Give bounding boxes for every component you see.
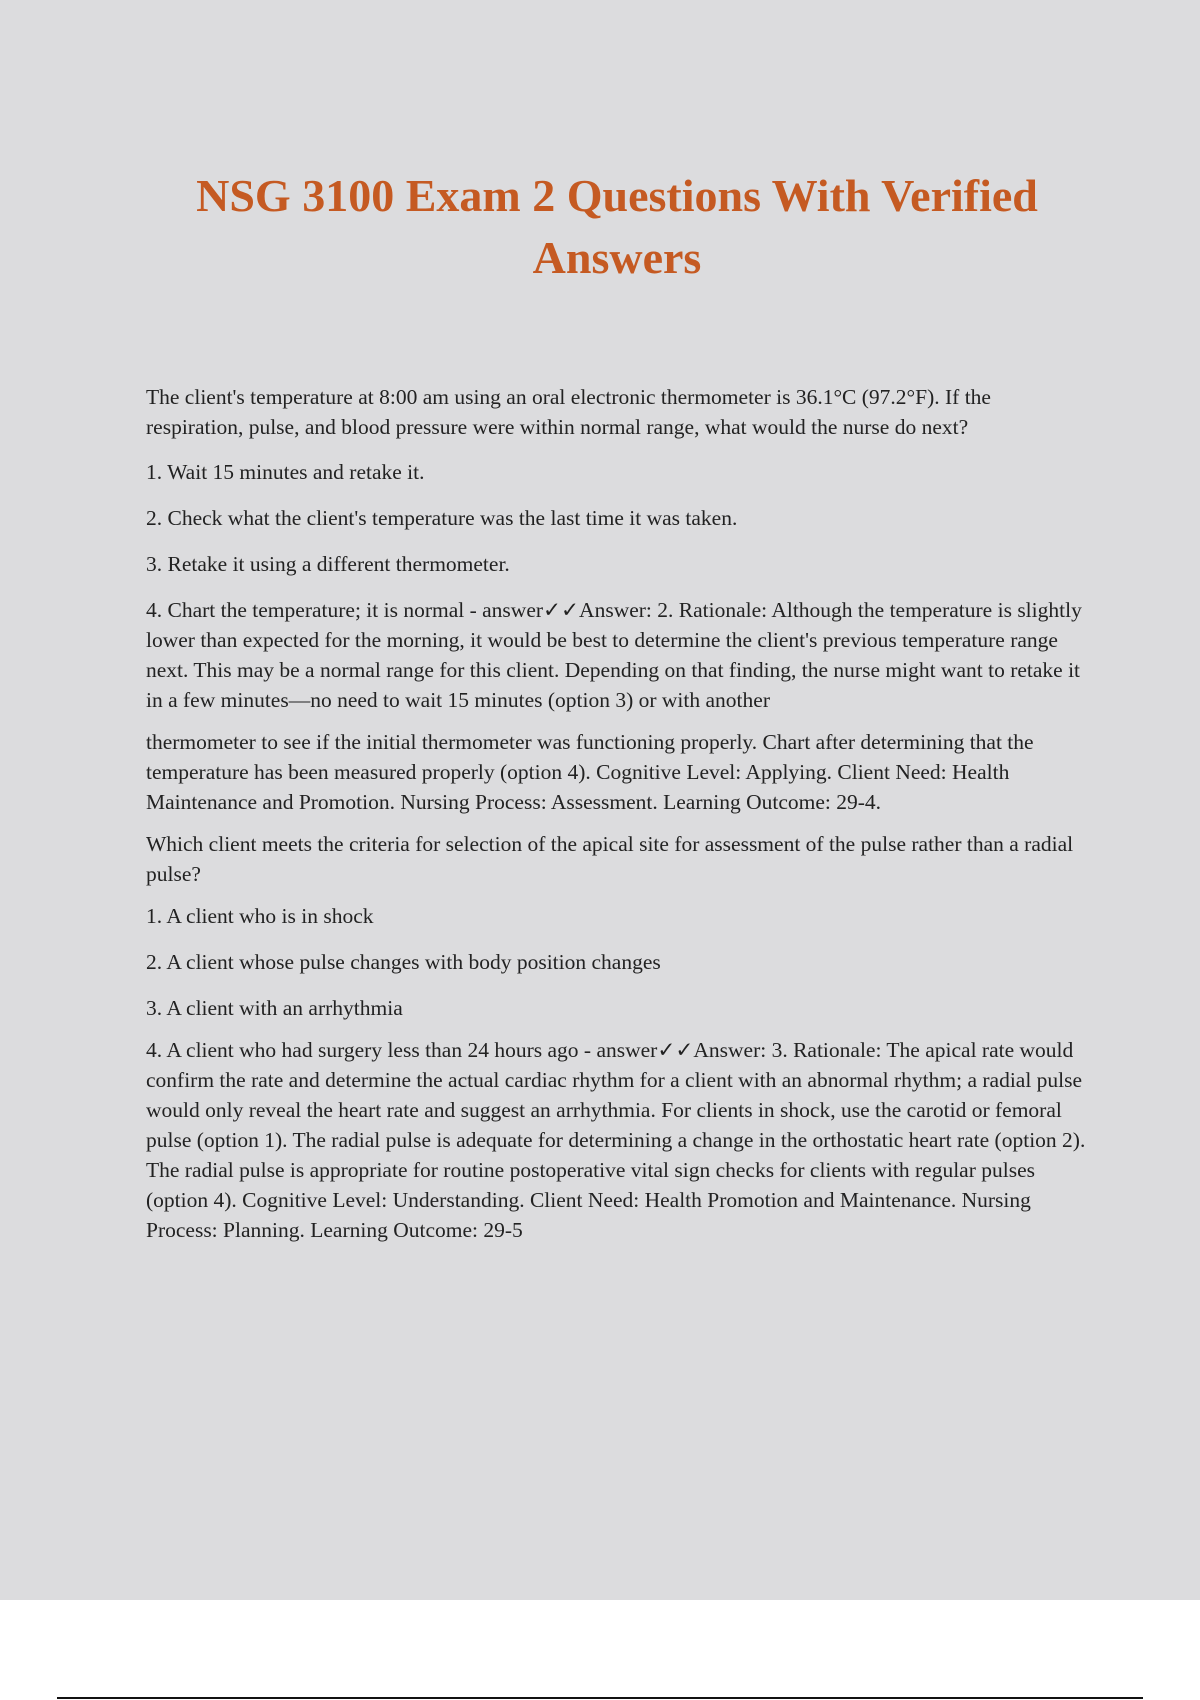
question-1-option-3: 3. Retake it using a different thermometer. (146, 552, 510, 576)
question-1-stem: The client's temperature at 8:00 am using an oral electronic thermometer is 36.1°C (97.2°F). If the respiration, pulse, and blood pressure were within normal range, what would the nurse do next? (146, 385, 991, 439)
question-1-answer-continuation: thermometer to see if the initial thermometer was functioning properly. Chart after determining that the temperature has been measured properly (option 4). Cognitive Level: Applying. Client Need: Health Maintenance and Promotion. Nursing Process: Assessment. Learning Outcome: 29-4. (146, 730, 1034, 814)
question-2-option-2: 2. A client whose pulse changes with body position changes (146, 950, 661, 974)
footer-divider (57, 1697, 1143, 1699)
document-body (146, 382, 1090, 1245)
question-2-stem: Which client meets the criteria for selection of the apical site for assessment of the pulse rather than a radial pulse? (146, 832, 1074, 886)
question-2-option-3: 3. A client with an arrhythmia (146, 996, 403, 1020)
question-2-option-1: 1. A client who is in shock (146, 904, 374, 928)
question-1-option-2: 2. Check what the client's temperature was the last time it was taken. (146, 506, 738, 530)
question-1-option-1: 1. Wait 15 minutes and retake it. (146, 460, 425, 484)
document-title: NSG 3100 Exam 2 Questions With Verified Answers (196, 170, 1038, 283)
question-2-option-4-answer: 4. A client who had surgery less than 24 hours ago - answer✓✓Answer: 3. Rationale: The apical rate would confirm the rate and determine the actual cardiac rhythm for a client with an abnormal rhythm; a radial pulse would only reveal the heart rate and suggest an arrhythmia. For clients in shock, use the carotid or femoral pulse (option 1). The radial pulse is adequate for determining a change in the orthostatic heart rate (option 2). The radial pulse is appropriate for routine postoperative vital sign checks for clients with regular pulses (option 4). Cognitive Level: Understanding. Client Need: Health Promotion and Maintenance. Nursing Process: Planning. Learning Outcome: 29-5 (146, 1038, 1086, 1242)
question-1-option-4-answer: 4. Chart the temperature; it is normal - answer✓✓Answer: 2. Rationale: Although the temperature is slightly lower than expected for the morning, it would be best to determine the client's previous temperature range next. This may be a normal range for this client. Depending on that finding, the nurse might want to retake it in a few minutes—no need to wait 15 minutes (option 3) or with another (146, 598, 1082, 712)
